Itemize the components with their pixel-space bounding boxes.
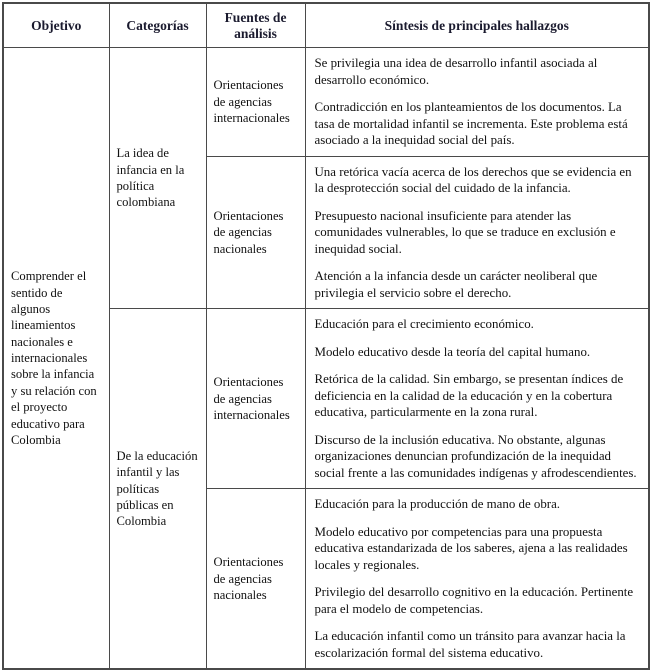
hallazgo-paragraph: Presupuesto nacional insuficiente para atender las comunidades vulnerables, lo que se traduce en exclusión e inequidad social. [314,208,616,256]
categoria-text-2: De la educación infantil y las políticas públicas en Colombia [116,448,198,529]
objetivo-cell [3,48,109,670]
categoria-cell-1 [109,48,206,309]
table-body [3,48,649,670]
hallazgo-paragraph: Educación para la producción de mano de obra. [314,497,561,512]
sintesis-cell-1 [305,48,649,157]
fuente-text-1: Orientaciones de agencias internacionales [213,78,290,125]
sintesis-cell-2 [305,156,649,309]
sintesis-cell-4 [305,489,649,670]
fuente-cell-4 [206,489,305,670]
fuente-cell-3 [206,309,305,489]
hallazgo-paragraph: Atención a la infancia desde un carácter neoliberal que privilegia el servicio sobre el derecho. [314,269,598,300]
hallazgo-paragraph: La educación infantil como un tránsito para avanzar hacia la escolarización formal del sistema educativo. [314,629,626,660]
sintesis-cell-3 [305,309,649,489]
fuente-text-3: Orientaciones de agencias internacionales [213,375,290,422]
fuente-cell-2 [206,156,305,309]
objetivo-text: Comprender el sentido de algunos lineamientos nacionales e internacionales sobre la infancia y su relación con el proyecto educativo para Colombia [11,269,97,447]
hallazgo-paragraph: Modelo educativo desde la teoría del capital humano. [314,344,591,359]
column-header-fuentes: Fuentes de análisis [206,3,305,48]
table-row [3,48,649,157]
table-header [3,3,649,48]
fuente-text-2: Orientaciones de agencias nacionales [213,208,284,256]
categoria-cell-2 [109,309,206,670]
fuente-text-4: Orientaciones de agencias nacionales [213,555,284,603]
hallazgo-paragraph: Se privilegia una idea de desarrollo infantil asociada al desarrollo económico. [314,56,598,87]
categoria-text-1: La idea de infancia en la política colombiana [116,146,185,210]
column-header-categorias: Categorías [109,3,206,48]
hallazgo-paragraph: Modelo educativo por competencias para una propuesta educativa estandarizada de los saberes, ajena a las realidades locales y regionales. [314,524,628,572]
header-row [3,3,649,48]
fuente-cell-1 [206,48,305,157]
hallazgo-paragraph: Contradicción en los planteamientos de los documentos. La tasa de mortalidad infantil se incrementa. Este problema está asociado a la inequidad social del país. [314,100,628,148]
hallazgo-paragraph: Educación para el crecimiento económico. [314,317,534,332]
hallazgo-paragraph: Una retórica vacía acerca de los derechos que se evidencia en la desprotección social del cuidado de la infancia. [314,164,632,196]
hallazgo-paragraph: Discurso de la inclusión educativa. No obstante, algunas organizaciones denuncian profundización de la inequidad social frente a las comunidades indígenas y afrodescendientes. [314,432,637,480]
column-header-objetivo: Objetivo [3,3,109,48]
hallazgo-paragraph: Retórica de la calidad. Sin embargo, se presentan índices de deficiencia en la calidad de la educación y en la cobertura educativa, particularmente en la zona rural. [314,372,624,420]
column-header-sintesis: Síntesis de principales hallazgos [305,3,649,48]
findings-table [2,2,650,670]
hallazgo-paragraph: Privilegio del desarrollo cognitivo en la educación. Pertinente para el modelo de competencias. [314,585,634,616]
